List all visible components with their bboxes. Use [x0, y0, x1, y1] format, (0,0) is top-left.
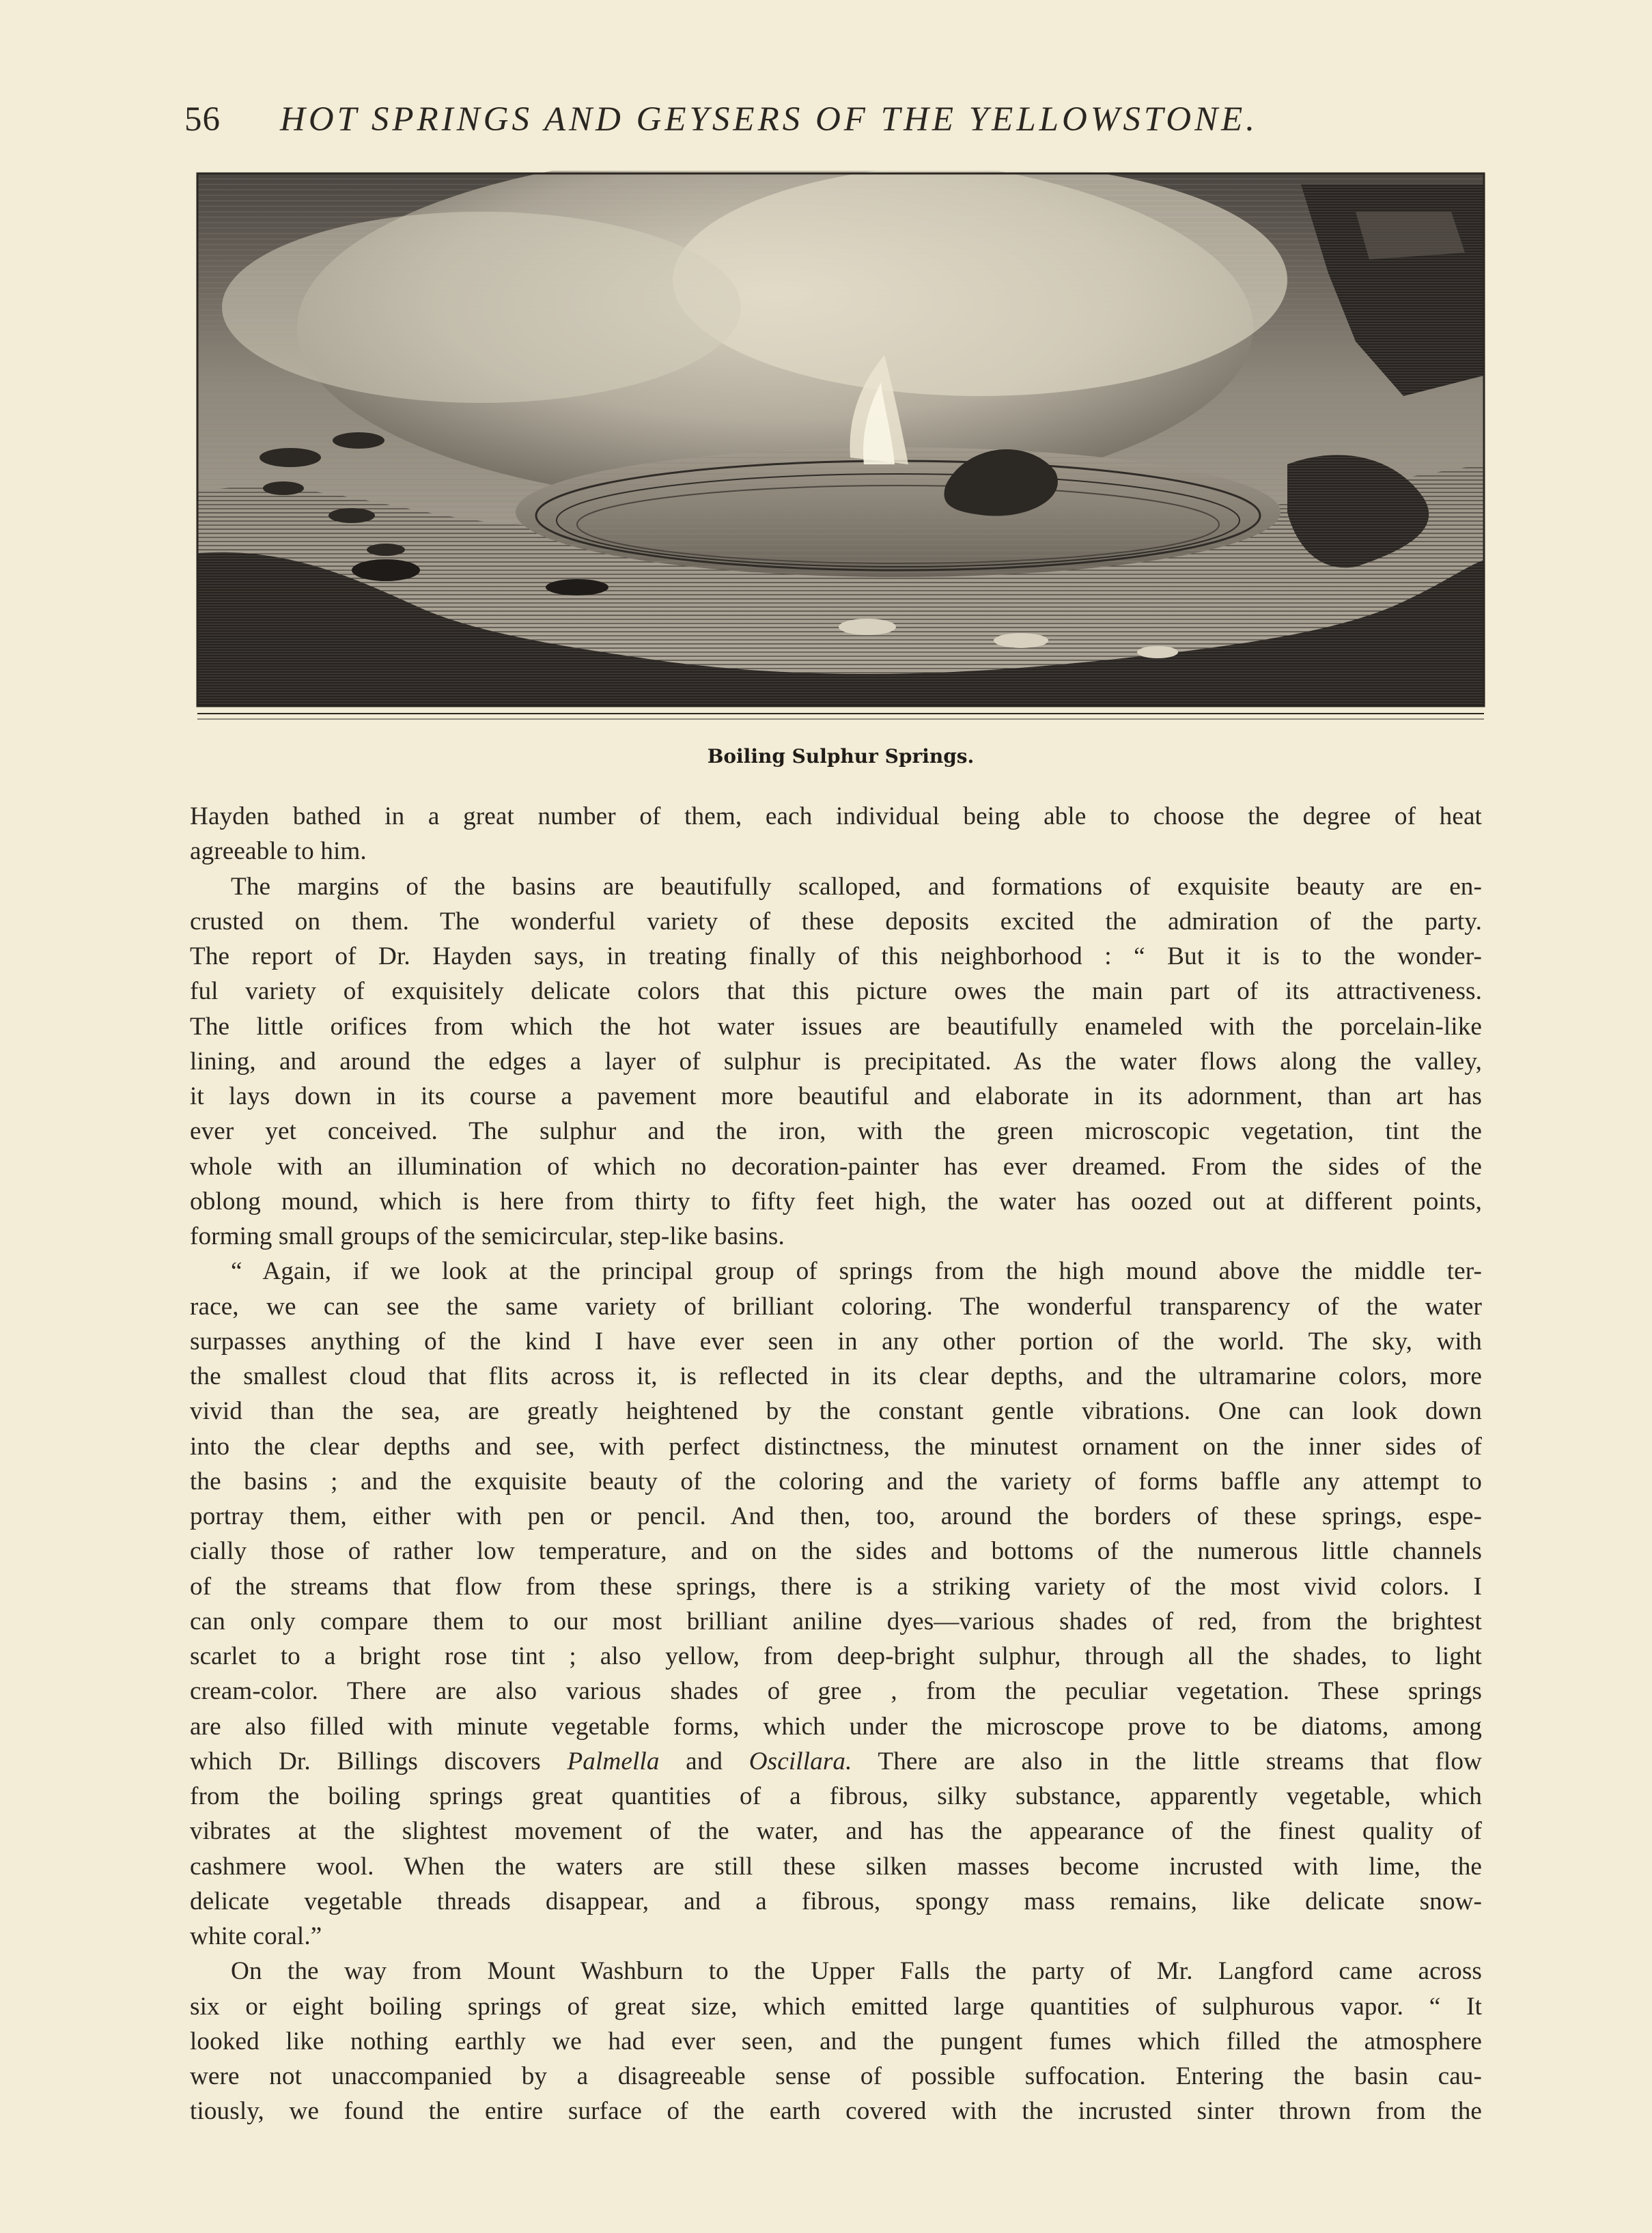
paragraph-2	[190, 869, 1482, 1254]
text-run: which Dr. Billings discovers	[190, 1747, 568, 1775]
text-line: The margins of the basins are beautifully scalloped, and formations of exquisite beauty are en-	[231, 872, 1482, 901]
text-line: of the streams that flow from these springs, there is a striking variety of the most vivid colors. I	[190, 1572, 1482, 1601]
text-line: Hayden bathed in a great number of them, each individual being able to choose the degree of heat	[190, 802, 1482, 830]
text-line-with-italics	[190, 1744, 1482, 1779]
text-line: ever yet conceived. The sulphur and the iron, with the green microscopic vegetation, tint the	[190, 1117, 1482, 1146]
text-line: scarlet to a bright rose tint ; also yellow, from deep-bright sulphur, through all the shades, to light	[190, 1642, 1482, 1670]
italic-term-palmella: Palmella	[567, 1747, 660, 1775]
text-line: are also filled with minute vegetable forms, which under the microscope prove to be diatoms, among	[190, 1712, 1482, 1741]
text-line: ful variety of exquisitely delicate colors that this picture owes the main part of its attractiveness.	[190, 977, 1482, 1006]
text-line: it lays down in its course a pavement more beautiful and elaborate in its adornment, than art has	[190, 1082, 1482, 1110]
text-line: can only compare them to our most brilliant aniline dyes—various shades of red, from the brightest	[190, 1607, 1482, 1635]
text-line: the smallest cloud that flits across it, is reflected in its clear depths, and the ultramarine colors, more	[190, 1362, 1482, 1390]
text-line: On the way from Mount Washburn to the Upper Falls the party of Mr. Langford came across	[231, 1957, 1482, 1986]
text-line: oblong mound, which is here from thirty to fifty feet high, the water has oozed out at different points,	[190, 1187, 1482, 1216]
text-line: delicate vegetable threads disappear, and a fibrous, spongy mass remains, like delicate snow-	[190, 1887, 1482, 1915]
text-line: vibrates at the slightest movement of the water, and has the appearance of the finest quality of	[190, 1817, 1482, 1846]
text-run: and	[659, 1747, 749, 1775]
italic-term-oscillara: Oscillara.	[748, 1747, 852, 1775]
text-line: cashmere wool. When the waters are still these silken masses become incrusted with lime, the	[190, 1852, 1482, 1881]
text-line: tiously, we found the entire surface of the earth covered with the incrusted sinter thrown from the	[190, 2097, 1482, 2126]
text-line: surpasses anything of the kind I have ever seen in any other portion of the world. The sky, with	[190, 1327, 1482, 1356]
body-text	[190, 799, 1482, 2129]
text-line: The little orifices from which the hot water issues are beautifully enameled with the porcelain-like	[190, 1012, 1482, 1041]
text-line: white coral.”	[190, 1922, 322, 1950]
page-number: 56	[184, 100, 221, 139]
paragraph-3	[190, 1254, 1482, 1954]
text-line: cially those of rather low temperature, and on the sides and bottoms of the numerous little channels	[190, 1537, 1482, 1566]
text-line: “ Again, if we look at the principal group of springs from the high mound above the middle ter-	[231, 1257, 1482, 1286]
paragraph-4	[190, 1954, 1482, 2129]
text-line: The report of Dr. Hayden says, in treating finally of this neighborhood : “ But it is to the wonder-	[190, 942, 1482, 970]
text-line: vivid than the sea, are greatly heightened by the constant gentle vibrations. One can look down	[190, 1397, 1482, 1426]
text-line: agreeable to him.	[190, 837, 367, 866]
text-line: from the boiling springs great quantities of a fibrous, silky substance, apparently vegetable, which	[190, 1782, 1482, 1810]
text-line: crusted on them. The wonderful variety of these deposits excited the admiration of the party.	[190, 907, 1482, 936]
paragraph-1	[190, 799, 1482, 869]
text-line: the basins ; and the exquisite beauty of the coloring and the variety of forms baffle any attempt to	[190, 1467, 1482, 1495]
text-line: race, we can see the same variety of brilliant coloring. The wonderful transparency of the water	[190, 1292, 1482, 1321]
text-line: looked like nothing earthly we had ever seen, and the pungent fumes which filled the atmosphere	[190, 2027, 1482, 2055]
text-line: portray them, either with pen or pencil. And then, too, around the borders of these springs, espe-	[190, 1502, 1482, 1530]
text-line: whole with an illumination of which no decoration-painter has ever dreamed. From the sides of the	[190, 1152, 1482, 1181]
text-line: were not unaccompanied by a disagreeable sense of possible suffocation. Entering the basin cau-	[190, 2062, 1482, 2090]
page-header	[184, 96, 1414, 143]
text-line: six or eight boiling springs of great size, which emitted large quantities of sulphurous vapor. “ It	[190, 1992, 1482, 2021]
text-line: cream-color. There are also various shades of gree , from the peculiar vegetation. These springs	[190, 1677, 1482, 1706]
text-line: lining, and around the edges a layer of sulphur is precipitated. As the water flows along the valley,	[190, 1047, 1482, 1076]
engraving-illustration	[195, 171, 1487, 727]
boiling-springs-engraving	[195, 171, 1487, 727]
text-run: There are also in the little streams that flow	[852, 1747, 1482, 1775]
running-title: HOT SPRINGS AND GEYSERS OF THE YELLOWSTONE.	[280, 100, 1259, 139]
figure-caption: Boiling Sulphur Springs.	[707, 745, 975, 768]
text-line: forming small groups of the semicircular, step-like basins.	[190, 1222, 785, 1250]
text-line: into the clear depths and see, with perfect distinctness, the minutest ornament on the inner sides of	[190, 1432, 1482, 1461]
